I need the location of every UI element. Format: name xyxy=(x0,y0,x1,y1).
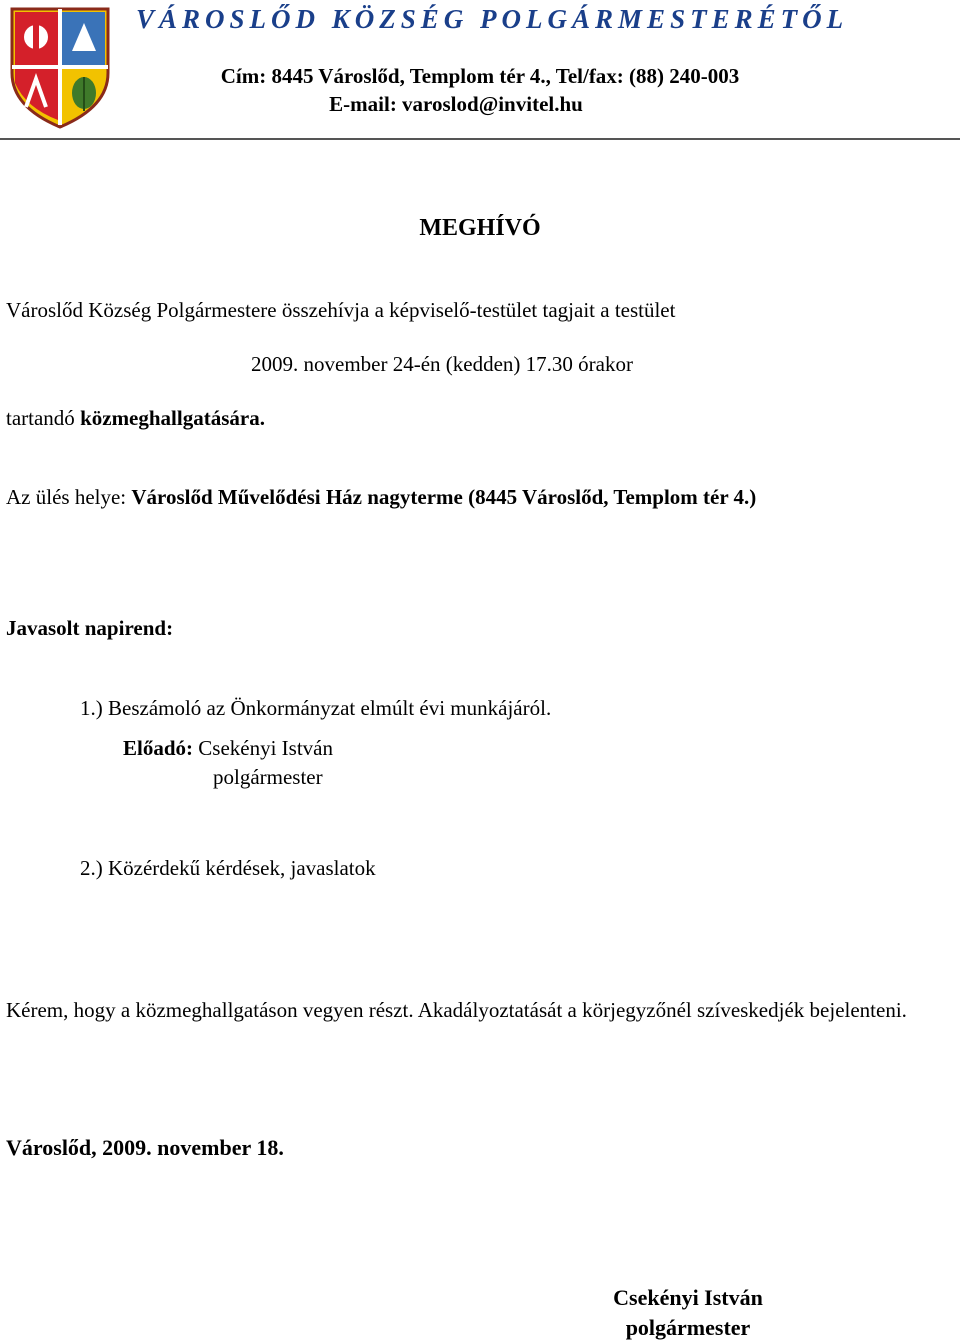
presenter-line xyxy=(123,736,333,761)
contact-block xyxy=(0,62,960,118)
presenter-title: polgármester xyxy=(213,765,323,789)
agenda-text: Közérdekű kérdések, javaslatok xyxy=(108,856,376,880)
agenda-number: 1.) xyxy=(80,696,103,720)
agenda-number: 2.) xyxy=(80,856,103,880)
agenda-text: Beszámoló az Önkormányzat elmúlt évi munkájáról. xyxy=(108,696,552,720)
header-divider xyxy=(0,138,960,140)
held-event: közmeghallgatására. xyxy=(80,406,265,430)
intro-text: Városlőd Község Polgármestere összehívja a képviselő-testület tagjait a testület xyxy=(6,298,676,322)
signature-name: Csekényi István xyxy=(613,1285,763,1310)
organization-heading: VÁROSLŐD KÖZSÉG POLGÁRMESTERÉTŐL xyxy=(136,4,849,34)
presenter-label: Előadó: xyxy=(123,736,194,760)
document-title: MEGHÍVÓ xyxy=(419,215,541,241)
attendance-request: Kérem, hogy a közmeghallgatáson vegyen részt. Akadályoztatását a körjegyzőnél szíveskedjék bejelenteni. xyxy=(6,998,907,1022)
agenda-title: Javasolt napirend: xyxy=(6,616,174,640)
venue-label: Az ülés helye: xyxy=(6,485,132,509)
email-line: E-mail: varoslod@invitel.hu xyxy=(329,92,583,116)
signature-block xyxy=(560,1283,816,1343)
meeting-datetime: 2009. november 24-én (kedden) 17.30 órakor xyxy=(251,352,633,376)
address-line: Cím: 8445 Városlőd, Templom tér 4., Tel/fax: (88) 240-003 xyxy=(220,64,740,88)
agenda-item xyxy=(80,696,551,721)
signature-title: polgármester xyxy=(625,1315,751,1340)
presenter-name: Csekényi István xyxy=(198,736,333,760)
venue-line xyxy=(6,485,756,510)
agenda-item xyxy=(80,856,376,881)
held-prefix: tartandó xyxy=(6,406,81,430)
place-date: Városlőd, 2009. november 18. xyxy=(6,1135,284,1160)
held-line xyxy=(6,406,265,431)
venue-name: Városlőd Művelődési Ház nagyterme (8445 Városlőd, Templom tér 4.) xyxy=(131,485,757,509)
